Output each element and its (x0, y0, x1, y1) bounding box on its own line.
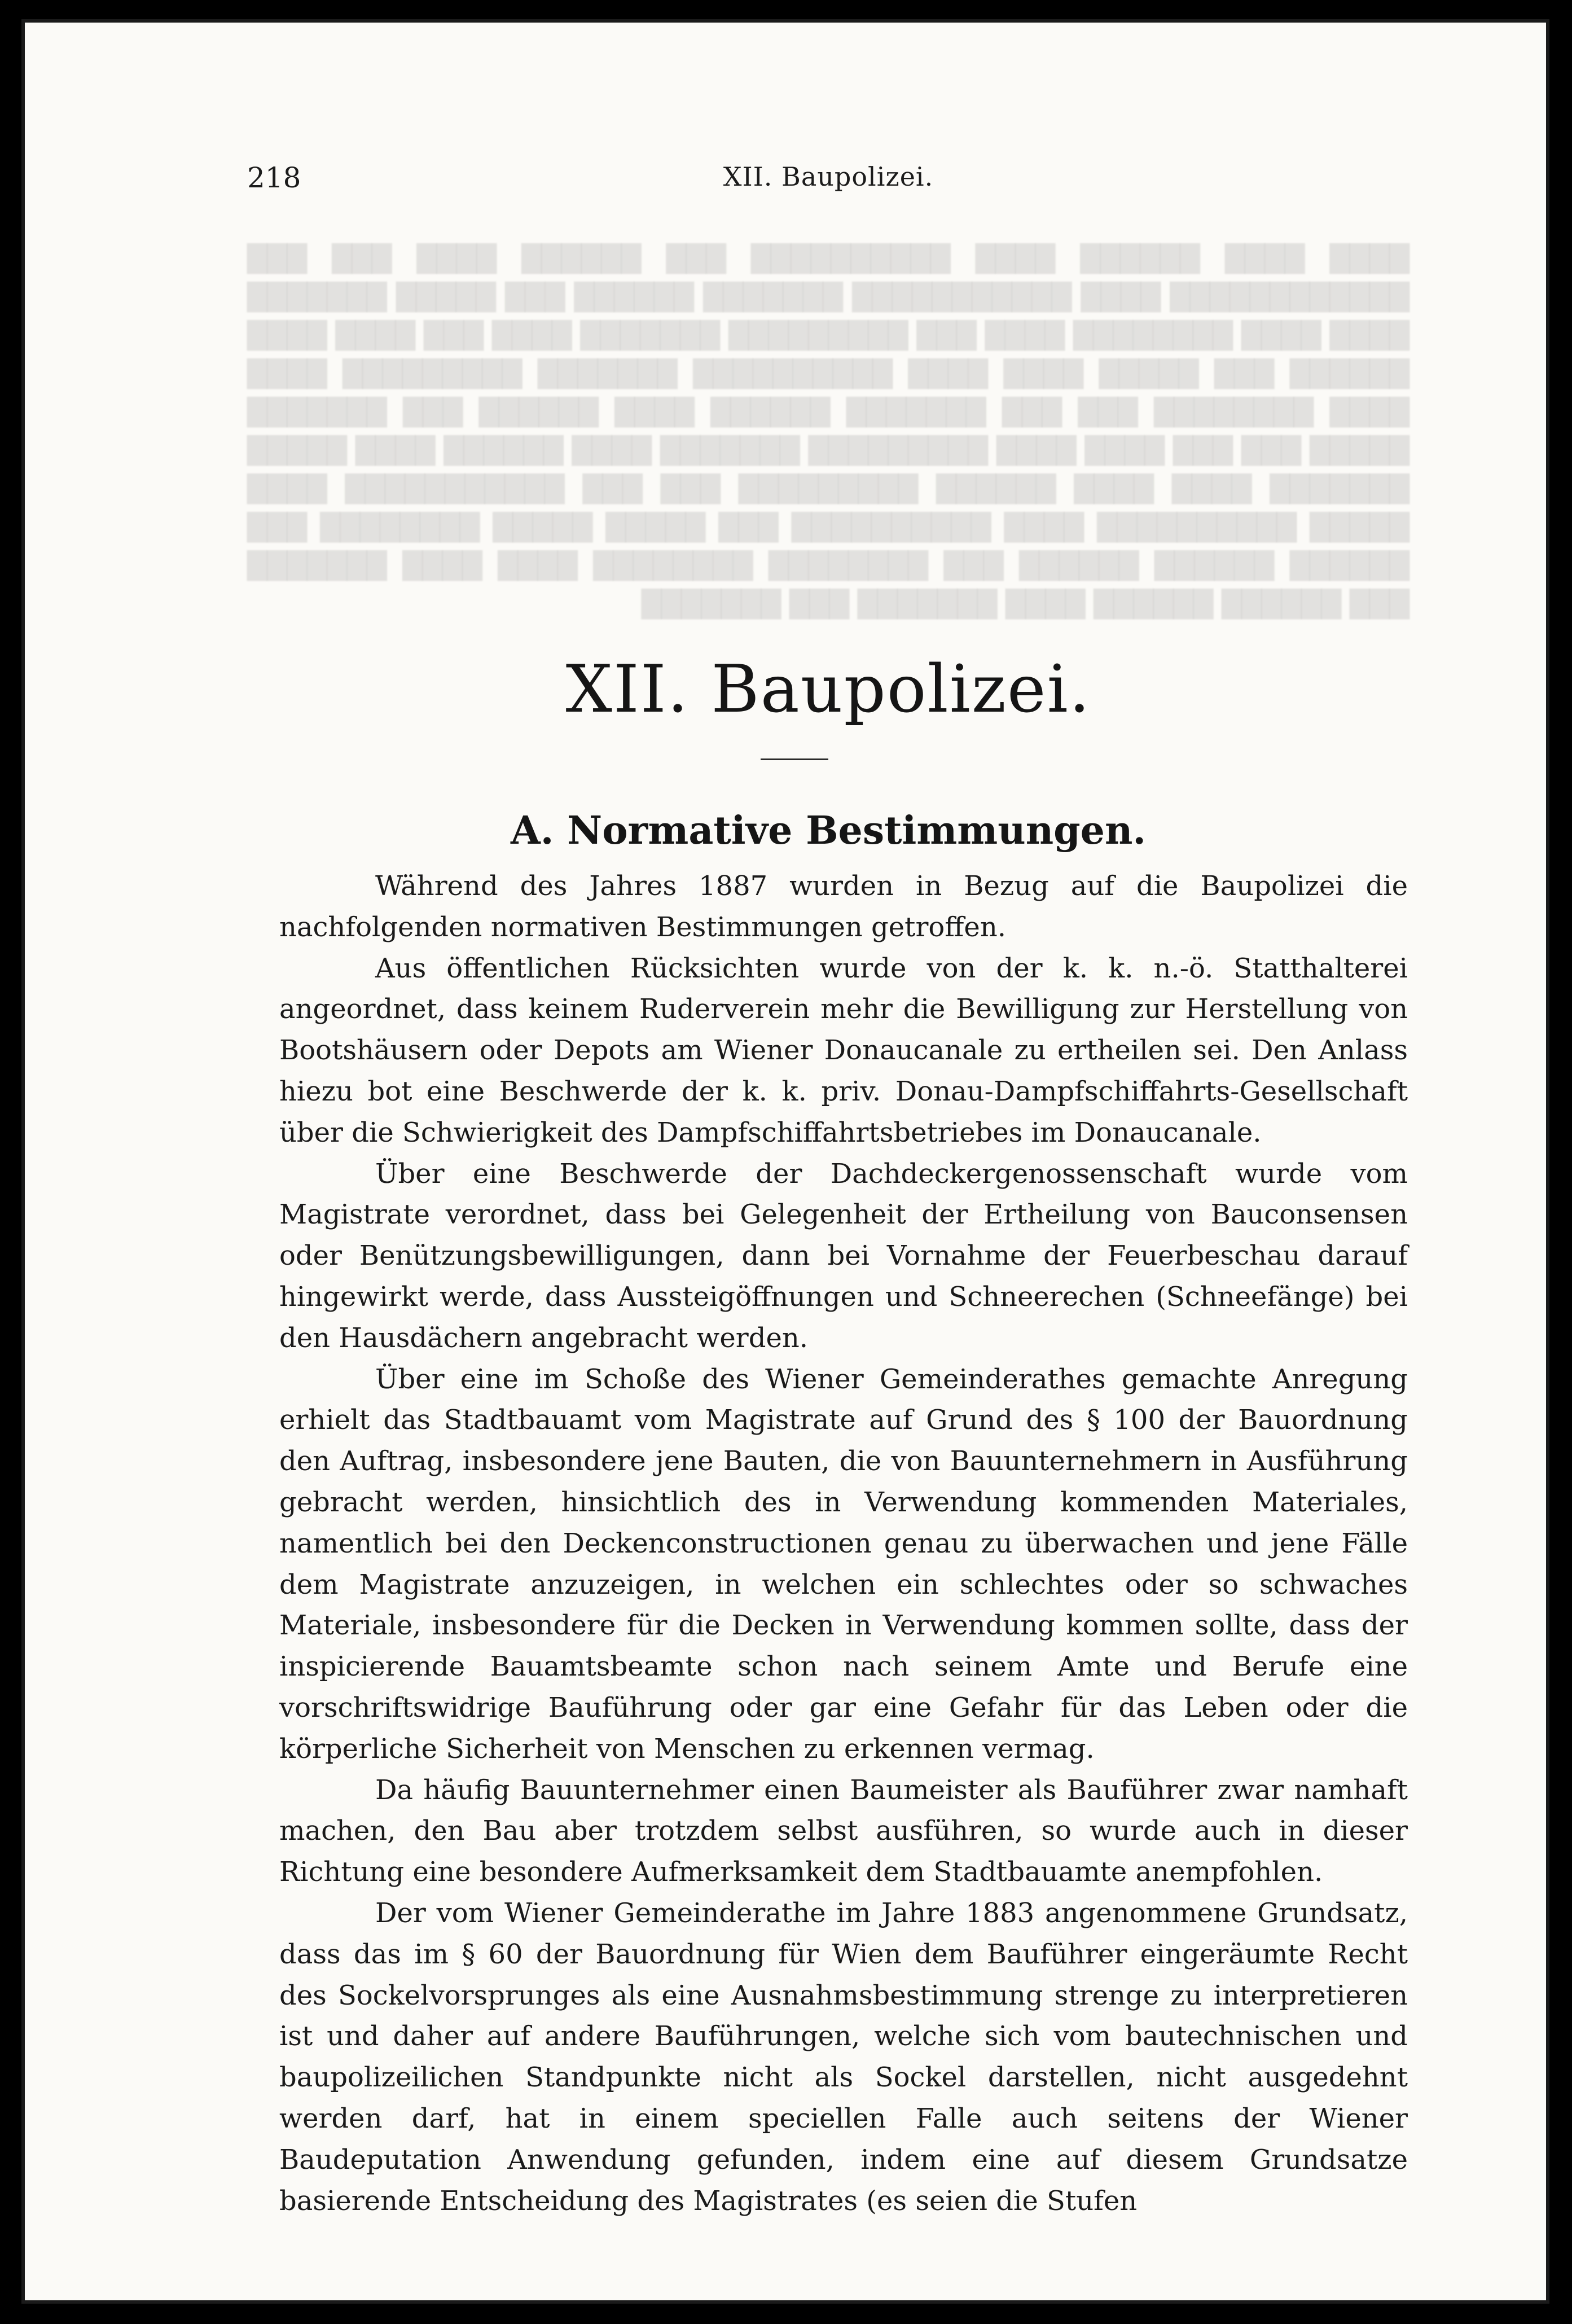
title-divider (761, 758, 828, 760)
paragraph: Über eine im Schoße des Wiener Gemeinderathes gemachte Anregung erhielt das Stadtbauamt vom Magistrate auf Grund des § 100 der Bauordnung den Auftrag, insbesondere jene Bauten, die von Bauunternehmern in Ausführung gebracht werden, hinsichtlich des in Verwendung kommenden Materiales, namentlich bei den Deckenconstructionen genau zu überwachen und jene Fälle dem Magistrate anzuzeigen, in welchen ein schlechtes oder so schwaches Materiale, insbesondere für die Decken in Verwendung kommen sollte, dass der inspicierende Bauamtsbeamte schon nach seinem Amte und Berufe eine vorschriftswidrige Bauführung oder gar eine Gefahr für das Leben oder die körperliche Sicherheit von Menschen zu erkennen vermag. (279, 1363, 1408, 1765)
paragraph: Aus öffentlichen Rücksichten wurde von der k. k. n.-ö. Statthalterei angeordnet, dass keinem Ruderverein mehr die Bewilligung zur Herstellung von Bootshäusern oder Depots am Wiener Donaucanale zu ertheilen sei. Den Anlass hiezu bot eine Beschwerde der k. k. priv. Donau-Dampfschiffahrts-Gesellschaft über die Schwierigkeit des Dampfschiffahrtsbetriebes im Donaucanale. (279, 952, 1408, 1148)
paragraph: Über eine Beschwerde der Dachdeckergenossenschaft wurde vom Magistrate verordnet, dass bei Gelegenheit der Ertheilung von Bauconsensen oder Benützungsbewilligungen, dann bei Vornahme der Feuerbeschau darauf hingewirkt werde, dass Aussteigöffnungen und Schneerechen (Schneefänge) bei den Hausdächern angebracht werden. (279, 1157, 1408, 1354)
paragraph: Da häufig Bauunternehmer einen Baumeister als Bauführer zwar namhaft machen, den Bau aber trotzdem selbst ausführen, so wurde auch in dieser Richtung eine besondere Aufmerksamkeit dem Stadtbauamte anempfohlen. (279, 1774, 1408, 1888)
running-head: XII. Baupolizei. (723, 161, 934, 192)
page-number: 218 (247, 161, 301, 194)
paragraph: Der vom Wiener Gemeinderathe im Jahre 1883 angenommene Grundsatz, dass das im § 60 der Bauordnung für Wien dem Bauführer eingeräumte Recht des Sockelvorsprunges als eine Ausnahmsbestimmung strenge zu interpretieren ist und daher auf andere Bauführungen, welche sich vom bautechnischen und baupolizeilichen Standpunkte nicht als Sockel darstellen, nicht ausgedehnt werden darf, hat in einem speciellen Falle auch seitens der Wiener Baudeputation Anwendung gefunden, indem eine auf diesem Grundsatze basierende Entscheidung des Magistrates (es seien die Stufen (279, 1897, 1408, 2217)
paragraph: Während des Jahres 1887 wurden in Bezug auf die Baupolizei die nachfolgenden normativen Bestimmungen getroffen. (279, 870, 1408, 943)
bleed-through-text: ████ ████ ██████ ████ ██████████ ███ ██████ ████ ███ ███ ████████████ ████ ███████████ ███████ ██████ ███ █████ ███████ ████ ████ ████████ ████ ███ █████████ ███████ ████ ███ ████ ████ ██████ ███ █████ ████ ████ ██████████ ███████ █████████ ████ ████ ████████ ███ ███ ███████ ██████ ████ ██████ ███ ███████ █████ ███ ███ ████ ████ █████████ ███████ ████ ██████ ████ █████ ███████ ████ ████ ██████ █████████ ███ ███ ███████████ ████ █████ ██████████ ████ ██████████ ███ █████ █████ ████████ ███ ██████ ██████ ██████ ███ ████████ ████████ ████ ████ ███████ ███ ██████ ██████ ████ ███████ ███ ███████ (247, 243, 1409, 619)
page-header (247, 161, 1409, 207)
chapter-title: XII. Baupolizei. (565, 651, 1091, 727)
document-page (21, 19, 1549, 2304)
body-text (279, 866, 1408, 2221)
section-heading: A. Normative Bestimmungen. (510, 808, 1147, 853)
